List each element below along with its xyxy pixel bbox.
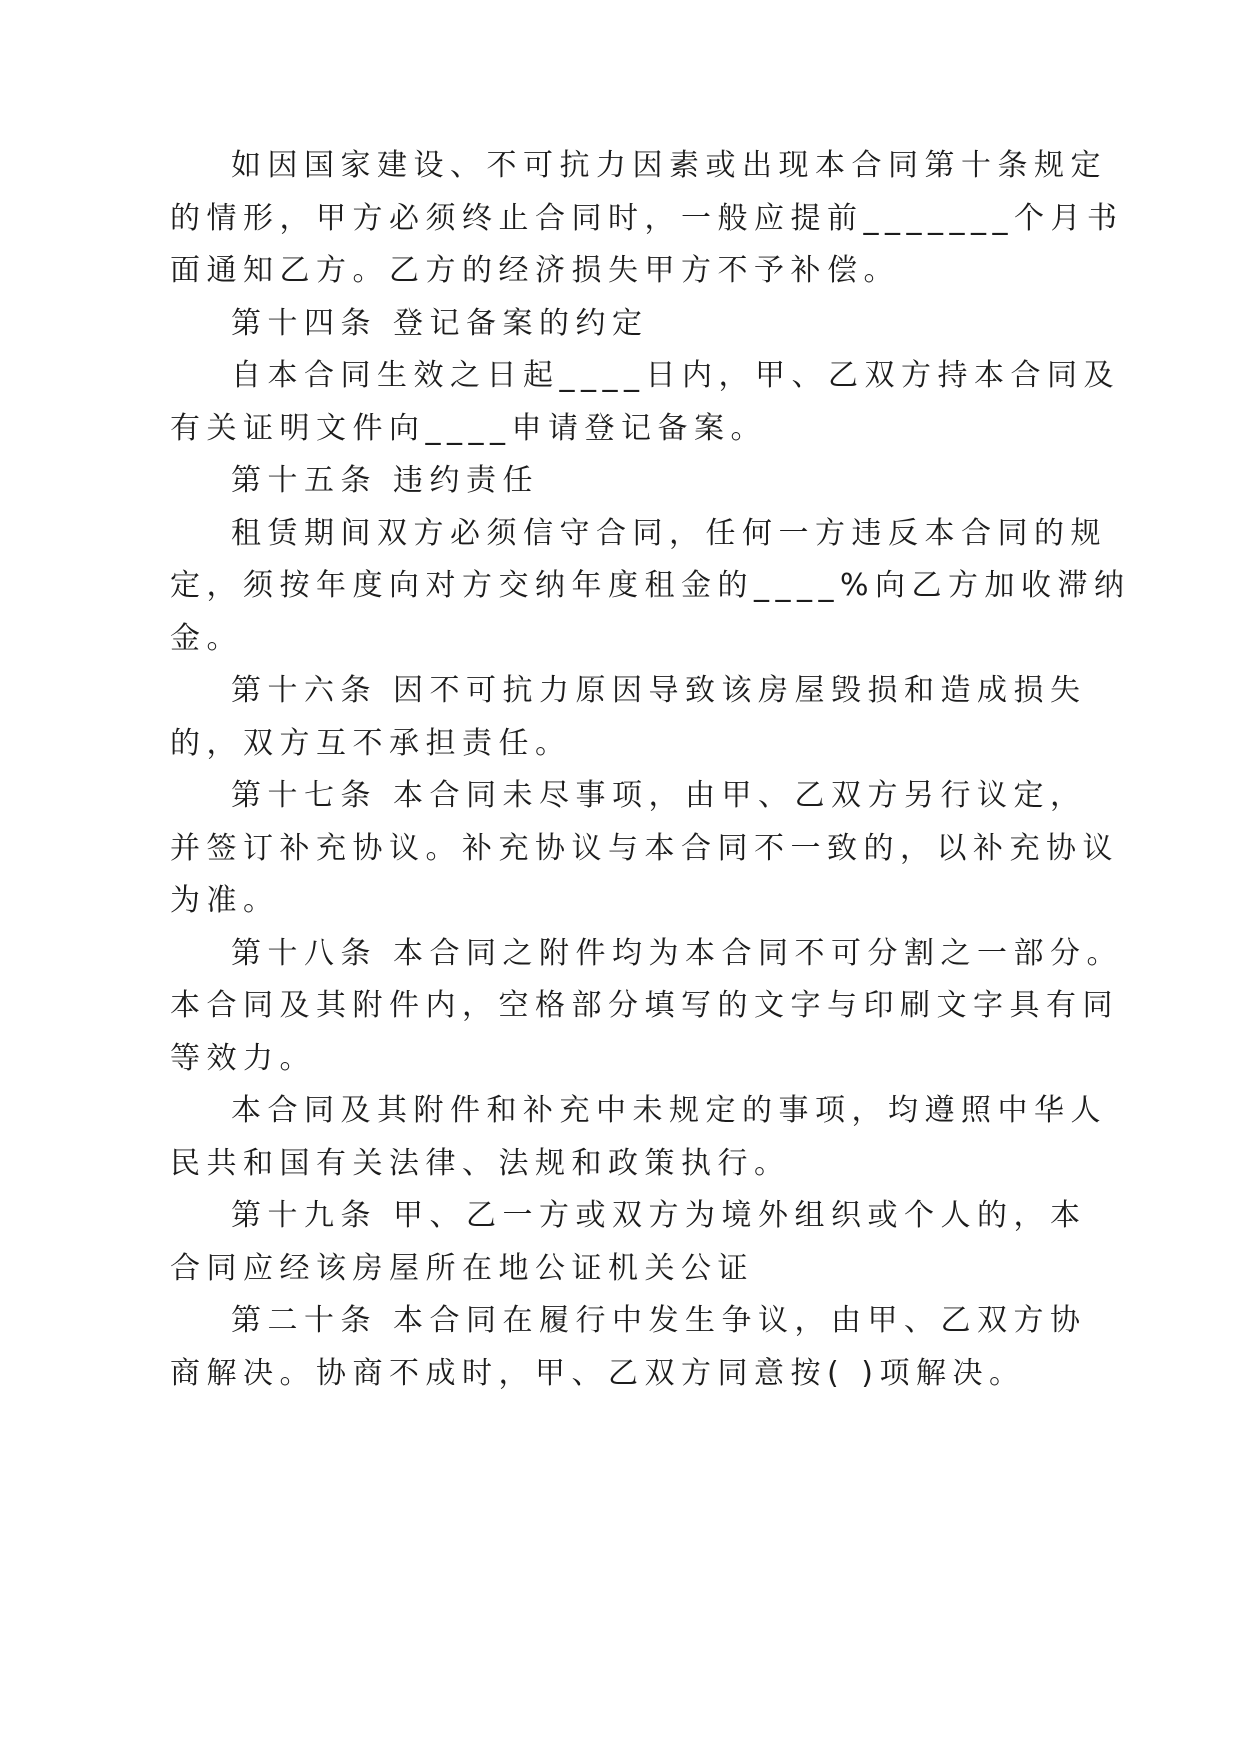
text-line: 金。 — [170, 621, 243, 656]
text-line: 的，双方互不承担责任。 — [170, 726, 572, 761]
text-line: 本合同及其附件和补充中未规定的事项，均遵照中华人 — [231, 1093, 1107, 1128]
text-line: 有关证明文件向____申请登记备案。 — [170, 411, 767, 446]
text-line: 为准。 — [170, 883, 280, 918]
text-line: 面通知乙方。乙方的经济损失甲方不予补偿。 — [170, 253, 900, 288]
text-line: 租赁期间双方必须信守合同，任何一方违反本合同的规 — [231, 516, 1107, 551]
text-line: 的情形，甲方必须终止合同时，一般应提前_______个月书 — [170, 201, 1124, 236]
article-heading: 第十八条 本合同之附件均为本合同不可分割之一部分。 — [231, 936, 1124, 971]
text-line: 并签订补充协议。补充协议与本合同不一致的，以补充协议 — [170, 831, 1119, 866]
article-heading: 第十六条 因不可抗力原因导致该房屋毁损和造成损失 — [231, 673, 1087, 708]
article-heading: 第十四条 登记备案的约定 — [231, 306, 649, 341]
text-line: 等效力。 — [170, 1041, 316, 1076]
article-heading: 第二十条 本合同在履行中发生争议，由甲、乙双方协 — [231, 1303, 1087, 1338]
text-line: 自本合同生效之日起____日内，甲、乙双方持本合同及 — [231, 358, 1120, 393]
text-line: 合同应经该房屋所在地公证机关公证 — [170, 1251, 754, 1286]
article-heading: 第十五条 违约责任 — [231, 463, 540, 498]
text-line: 本合同及其附件内，空格部分填写的文字与印刷文字具有同 — [170, 988, 1119, 1023]
text-line: 如因国家建设、不可抗力因素或出现本合同第十条规定 — [231, 148, 1107, 183]
article-heading: 第十九条 甲、乙一方或双方为境外组织或个人的，本 — [231, 1198, 1087, 1233]
text-line: 民共和国有关法律、法规和政策执行。 — [170, 1146, 791, 1181]
text-line: 商解决。协商不成时，甲、乙双方同意按( )项解决。 — [170, 1356, 1026, 1391]
article-heading: 第十七条 本合同未尽事项，由甲、乙双方另行议定， — [231, 778, 1087, 813]
text-line: 定，须按年度向对方交纳年度租金的____%向乙方加收滞纳 — [170, 568, 1131, 603]
